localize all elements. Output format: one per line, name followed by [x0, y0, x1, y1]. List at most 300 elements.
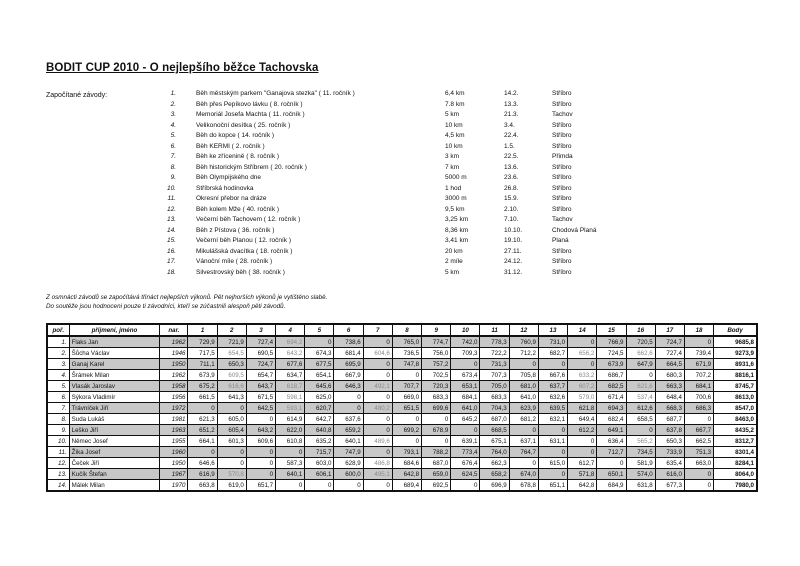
table-cell: 0 — [392, 414, 421, 425]
table-cell: 682,7 — [538, 348, 567, 359]
table-cell: 649,4 — [568, 414, 597, 425]
table-cell: 663,0 — [684, 458, 713, 469]
table-cell: 677,3 — [655, 480, 684, 492]
race-date: 21.3. — [504, 111, 519, 118]
table-cell: 658,5 — [626, 414, 655, 425]
race-item — [0, 143, 800, 152]
table-row — [47, 436, 757, 447]
table-cell: 4. — [47, 370, 69, 381]
table-cell: 778,3 — [480, 336, 509, 348]
table-cell: 788,2 — [422, 447, 451, 458]
column-header: 8 — [392, 324, 421, 336]
table-cell: 661,5 — [188, 392, 217, 403]
table-cell: 0 — [509, 458, 538, 469]
table-cell: 642,8 — [392, 469, 421, 480]
table-cell: 579,0 — [568, 392, 597, 403]
race-number: 17. — [166, 258, 176, 265]
race-distance: 9,5 km — [445, 205, 465, 213]
race-name: Stříbrská hodinovka — [196, 184, 254, 192]
race-date: 7.10. — [504, 216, 519, 223]
table-cell: 684,1 — [684, 381, 713, 392]
table-body — [47, 336, 757, 491]
table-cell: 659,2 — [334, 425, 363, 436]
table-cell: 687,0 — [480, 414, 509, 425]
table-cell: 0 — [363, 447, 392, 458]
table-cell: 682,4 — [597, 414, 626, 425]
table-cell: 6. — [47, 392, 69, 403]
table-cell: 734,5 — [626, 447, 655, 458]
table-cell: 1981 — [160, 414, 188, 425]
table-cell: 636,4 — [597, 436, 626, 447]
race-distance: 3 km — [445, 153, 460, 160]
table-cell: 0 — [246, 469, 275, 480]
table-cell: 766,9 — [597, 336, 626, 348]
race-name: Běh přes Pepíkovo lávku ( 8. ročník ) — [196, 100, 303, 108]
page-title: BODIT CUP 2010 - O nejlepšího běžce Tachovska — [46, 62, 319, 74]
table-cell: 8. — [47, 414, 69, 425]
table-cell: 637,8 — [655, 425, 684, 436]
race-date: 13.3. — [504, 100, 519, 108]
table-cell: 742,0 — [451, 336, 480, 348]
table-cell: 10. — [47, 436, 69, 447]
table-cell: 0 — [334, 480, 363, 492]
table-cell: 7980,0 — [714, 480, 757, 492]
table-cell: 0 — [363, 414, 392, 425]
table-cell: 1956 — [160, 392, 188, 403]
table-cell: 8301,4 — [714, 447, 757, 458]
table-cell: 642,7 — [305, 414, 334, 425]
table-cell: 0 — [363, 392, 392, 403]
race-number: 6. — [170, 142, 176, 150]
table-cell: 489,6 — [363, 436, 392, 447]
race-name: Běh z Pístova ( 36. ročník ) — [196, 226, 275, 234]
table-cell: Čeček Jiří — [69, 458, 160, 469]
table-cell: 727,4 — [655, 348, 684, 359]
race-distance: 3,25 km — [445, 216, 469, 223]
table-cell: 0 — [626, 425, 655, 436]
table-cell: 659,0 — [422, 469, 451, 480]
table-cell: 1950 — [160, 359, 188, 370]
race-place: Stříbro — [552, 184, 572, 192]
race-distance: 3,41 km — [445, 237, 469, 244]
table-cell: 642,8 — [568, 480, 597, 492]
table-cell: 640,8 — [305, 425, 334, 436]
table-cell: 731,0 — [538, 336, 567, 348]
table-cell: 751,3 — [684, 447, 713, 458]
race-name: Memoriál Josefa Machta ( 11. ročník ) — [196, 111, 305, 118]
table-cell: 8547,0 — [714, 403, 757, 414]
note-eligibility: Do soutěže jsou hodnoceni pouze ti závodníci, kteří se zúčastnili alespoň pěti závodů. — [46, 303, 286, 310]
table-cell: Trávníček Jiří — [69, 403, 160, 414]
column-header: 7 — [363, 324, 392, 336]
table-cell: Leško Jiří — [69, 425, 160, 436]
table-cell: 616,6 — [217, 381, 246, 392]
table-cell: 662,3 — [480, 458, 509, 469]
table-cell: 0 — [305, 336, 334, 348]
table-cell: 0 — [684, 336, 713, 348]
table-cell: 654,5 — [217, 348, 246, 359]
race-date: 22.5. — [504, 153, 519, 160]
table-cell: 654,1 — [305, 370, 334, 381]
table-cell: 774,7 — [422, 336, 451, 348]
table-cell: 0 — [509, 359, 538, 370]
table-cell: 673,4 — [451, 370, 480, 381]
table-cell: 686,7 — [597, 370, 626, 381]
race-number: 1. — [170, 90, 176, 97]
table-cell: 673,9 — [188, 370, 217, 381]
table-cell: 0 — [305, 480, 334, 492]
race-place: Stříbro — [552, 163, 572, 171]
table-cell: 619,0 — [217, 480, 246, 492]
table-cell: 662,6 — [626, 348, 655, 359]
table-cell: Sýkora Vladimír — [69, 392, 160, 403]
table-cell: 733,9 — [655, 447, 684, 458]
table-cell: 0 — [684, 480, 713, 492]
race-number: 16. — [166, 247, 176, 255]
table-cell: 0 — [451, 480, 480, 492]
table-cell: Žíka Josef — [69, 447, 160, 458]
race-name: Běh do kopce ( 14. ročník ) — [196, 132, 275, 139]
table-cell: Kučík Štefan — [69, 469, 160, 480]
table-cell: 651,5 — [392, 403, 421, 414]
table-cell: 667,6 — [538, 370, 567, 381]
table-cell: 678,8 — [509, 480, 538, 492]
table-cell: 0 — [509, 425, 538, 436]
table-cell: 793,1 — [392, 447, 421, 458]
table-cell: 0 — [276, 480, 305, 492]
table-cell: 729,9 — [188, 336, 217, 348]
table-cell: 628,9 — [334, 458, 363, 469]
race-name: Velikonoční desítka ( 25. ročník ) — [196, 121, 291, 129]
race-place: Stříbro — [552, 132, 572, 139]
table-cell: 667,7 — [684, 425, 713, 436]
race-item — [0, 248, 800, 257]
table-cell: 8745,7 — [714, 381, 757, 392]
table-cell: 587,3 — [276, 458, 305, 469]
table-cell: 537,4 — [626, 392, 655, 403]
race-number: 5. — [170, 132, 176, 139]
table-cell: 622,0 — [276, 425, 305, 436]
table-cell: 605,0 — [217, 414, 246, 425]
race-date: 15.9. — [504, 195, 519, 202]
column-header: 1 — [188, 324, 217, 336]
table-row — [47, 381, 757, 392]
race-place: Planá — [552, 237, 569, 244]
table-cell: 0 — [422, 414, 451, 425]
table-cell: 720,3 — [422, 381, 451, 392]
race-distance: 7.8 km — [445, 100, 465, 108]
table-cell: 0 — [684, 414, 713, 425]
table-cell: 609,5 — [217, 370, 246, 381]
table-row — [47, 469, 757, 480]
race-name: Běh ke zřícenině ( 8. ročník ) — [196, 153, 280, 160]
table-cell: 571,8 — [568, 469, 597, 480]
table-cell: 683,3 — [422, 392, 451, 403]
table-cell: 570,8 — [217, 469, 246, 480]
race-date: 26.8. — [504, 184, 519, 192]
table-cell: 662,5 — [684, 436, 713, 447]
table-cell: 671,4 — [597, 392, 626, 403]
race-date: 22.4. — [504, 132, 519, 139]
table-cell: 601,3 — [217, 436, 246, 447]
column-header: 4 — [276, 324, 305, 336]
table-cell: 641,3 — [217, 392, 246, 403]
table-cell: 0 — [363, 359, 392, 370]
table-cell: 705,0 — [480, 381, 509, 392]
column-header: 17 — [655, 324, 684, 336]
table-cell: 0 — [392, 370, 421, 381]
column-header: 12 — [509, 324, 538, 336]
column-header: 18 — [684, 324, 713, 336]
table-cell: 724,5 — [597, 348, 626, 359]
table-cell: 0 — [597, 458, 626, 469]
table-cell: 1958 — [160, 381, 188, 392]
race-item — [0, 227, 800, 236]
table-cell: 634,7 — [276, 370, 305, 381]
table-cell: 637,7 — [538, 381, 567, 392]
table-cell: 663,3 — [655, 381, 684, 392]
table-cell: 12. — [47, 458, 69, 469]
table-cell: 633,2 — [568, 370, 597, 381]
race-distance: 3000 m — [445, 195, 467, 202]
table-header-row — [47, 324, 757, 336]
table-cell: 667,9 — [334, 370, 363, 381]
table-cell: 711,1 — [188, 359, 217, 370]
table-cell: 604,6 — [363, 348, 392, 359]
table-cell: 680,3 — [655, 370, 684, 381]
table-cell: 675,1 — [480, 436, 509, 447]
race-distance: 8,36 km — [445, 226, 469, 234]
table-row — [47, 348, 757, 359]
table-cell: 1950 — [160, 458, 188, 469]
table-cell: 647,9 — [626, 359, 655, 370]
table-cell: 0 — [568, 447, 597, 458]
race-name: Běh městským parkem "Ganajova stezka" ( 11. ročník ) — [196, 90, 355, 97]
race-place: Tachov — [552, 111, 573, 118]
table-cell: 645,6 — [305, 381, 334, 392]
table-cell: 1955 — [160, 436, 188, 447]
table-row — [47, 447, 757, 458]
table-cell: 699,2 — [392, 425, 421, 436]
table-cell: 0 — [451, 359, 480, 370]
table-cell: 656,2 — [568, 348, 597, 359]
table-cell: 724,7 — [655, 336, 684, 348]
race-place: Stříbro — [552, 121, 572, 129]
race-date: 23.6. — [504, 174, 519, 181]
table-cell: 668,3 — [655, 403, 684, 414]
table-cell: 639,5 — [538, 403, 567, 414]
table-cell: 606,1 — [305, 469, 334, 480]
table-cell: 681,0 — [509, 381, 538, 392]
table-cell: 8931,6 — [714, 359, 757, 370]
table-cell: 565,2 — [626, 436, 655, 447]
table-cell: 7. — [47, 403, 69, 414]
race-distance: 20 km — [445, 247, 463, 255]
races-label: Započítané závody: — [46, 92, 108, 99]
table-cell: 664,1 — [188, 436, 217, 447]
table-cell: 0 — [217, 458, 246, 469]
table-cell: 11. — [47, 447, 69, 458]
race-item — [0, 174, 800, 183]
race-date: 31.12. — [504, 268, 523, 276]
column-header: 15 — [597, 324, 626, 336]
table-cell: 632,1 — [538, 414, 567, 425]
table-cell: 674,0 — [509, 469, 538, 480]
table-cell: 658,2 — [480, 469, 509, 480]
table-cell: 0 — [334, 403, 363, 414]
table-cell: 1946 — [160, 348, 188, 359]
table-cell: Vlasák Jaroslav — [69, 381, 160, 392]
table-cell: 616,9 — [188, 469, 217, 480]
table-cell: 747,9 — [334, 447, 363, 458]
table-cell: 654,7 — [246, 370, 275, 381]
race-item — [0, 90, 800, 99]
table-cell: Šůcha Václav — [69, 348, 160, 359]
table-cell: 14. — [47, 480, 69, 492]
race-name: Večerní běh Tachovem ( 12. ročník ) — [196, 216, 301, 223]
table-cell: 2. — [47, 348, 69, 359]
table-cell: 722,2 — [480, 348, 509, 359]
table-cell: 681,2 — [509, 414, 538, 425]
race-place: Stříbro — [552, 205, 572, 213]
table-cell: 687,7 — [655, 414, 684, 425]
table-cell: 1963 — [160, 425, 188, 436]
table-cell: 738,6 — [334, 336, 363, 348]
table-cell: 486,8 — [363, 458, 392, 469]
table-cell: 621,8 — [568, 403, 597, 414]
race-name: Běh KERMI ( 2. ročník ) — [196, 142, 265, 150]
race-place: Stříbro — [552, 174, 572, 181]
table-cell: 704,3 — [480, 403, 509, 414]
table-cell: 760,9 — [509, 336, 538, 348]
table-cell: 0 — [334, 392, 363, 403]
table-cell: 9. — [47, 425, 69, 436]
race-number: 13. — [166, 216, 176, 223]
table-cell: 0 — [217, 403, 246, 414]
table-cell: 707,3 — [480, 370, 509, 381]
table-cell: 756,0 — [422, 348, 451, 359]
race-number: 9. — [170, 174, 176, 181]
table-cell: 609,6 — [246, 436, 275, 447]
table-cell: 1967 — [160, 469, 188, 480]
table-cell: 677,5 — [305, 359, 334, 370]
table-cell: 645,2 — [451, 414, 480, 425]
table-row — [47, 370, 757, 381]
table-cell: 736,5 — [392, 348, 421, 359]
race-item — [0, 206, 800, 215]
table-cell: 682,5 — [597, 381, 626, 392]
table-cell: 607,2 — [568, 381, 597, 392]
column-header: 2 — [217, 324, 246, 336]
table-cell: 696,9 — [480, 480, 509, 492]
table-cell: 712,7 — [597, 447, 626, 458]
table-cell: 709,3 — [451, 348, 480, 359]
table-cell: 0 — [684, 469, 713, 480]
race-name: Běh historickým Stříbrem ( 20. ročník ) — [196, 163, 307, 171]
table-cell: 765,0 — [392, 336, 421, 348]
table-cell: 1972 — [160, 403, 188, 414]
race-name: Silvestrovský běh ( 38. ročník ) — [196, 268, 285, 276]
table-cell: 651,1 — [538, 480, 567, 492]
table-cell: 773,4 — [451, 447, 480, 458]
race-date: 24.12. — [504, 258, 523, 265]
table-cell: 574,0 — [626, 469, 655, 480]
table-cell: 674,3 — [305, 348, 334, 359]
table-cell: 0 — [626, 370, 655, 381]
table-cell: 593,1 — [276, 403, 305, 414]
race-number: 11. — [167, 195, 176, 202]
table-cell: 707,2 — [684, 370, 713, 381]
table-cell: 717,5 — [188, 348, 217, 359]
table-cell: 5. — [47, 381, 69, 392]
table-cell: Ganaj Karel — [69, 359, 160, 370]
race-item — [0, 195, 800, 204]
table-cell: 631,1 — [538, 436, 567, 447]
table-cell: 720,5 — [626, 336, 655, 348]
table-cell: 764,7 — [509, 447, 538, 458]
table-cell: 0 — [188, 403, 217, 414]
table-cell: 635,4 — [655, 458, 684, 469]
table-cell: 600,0 — [334, 469, 363, 480]
race-item — [0, 164, 800, 173]
race-number: 2. — [170, 100, 176, 108]
table-cell: 694,2 — [276, 336, 305, 348]
table-cell: 480,2 — [363, 403, 392, 414]
race-date: 1.5. — [504, 142, 515, 150]
table-cell: 640,1 — [276, 469, 305, 480]
table-cell: 637,1 — [509, 436, 538, 447]
race-place: Chodová Planá — [552, 226, 597, 234]
table-cell: 643,7 — [246, 381, 275, 392]
note-scoring: Z osmnácti závodů se započítává třináct nejlepších výkonů. Pět nejhorších výkonů je vytištěno slabě. — [46, 294, 328, 301]
table-cell: 650,1 — [597, 469, 626, 480]
table-cell: 650,3 — [655, 436, 684, 447]
table-cell: 620,7 — [305, 403, 334, 414]
table-cell: 747,8 — [392, 359, 421, 370]
race-name: Mikulášská dvacítka ( 18. ročník ) — [196, 247, 293, 255]
table-cell: 495,1 — [363, 469, 392, 480]
table-cell: 668,5 — [480, 425, 509, 436]
table-cell: 612,7 — [568, 458, 597, 469]
race-distance: 7 km — [445, 163, 460, 171]
table-cell: 8613,0 — [714, 392, 757, 403]
table-cell: 695,9 — [334, 359, 363, 370]
race-name: Večerní běh Planou ( 12. ročník ) — [196, 237, 292, 244]
table-row — [47, 392, 757, 403]
table-cell: 616,0 — [655, 469, 684, 480]
table-cell: 0 — [538, 425, 567, 436]
race-date: 14.2. — [504, 90, 519, 97]
table-cell: 689,4 — [392, 480, 421, 492]
race-place: Stříbro — [552, 247, 572, 255]
table-cell: 0 — [451, 425, 480, 436]
table-row — [47, 336, 757, 348]
table-cell: 678,9 — [422, 425, 451, 436]
table-row — [47, 359, 757, 370]
table-cell: Flaks Jan — [69, 336, 160, 348]
table-cell: 721,9 — [217, 336, 246, 348]
table-cell: 0 — [276, 447, 305, 458]
table-cell: 612,6 — [626, 403, 655, 414]
race-date: 19.10. — [504, 237, 523, 244]
table-cell: 705,8 — [509, 370, 538, 381]
table-cell: 739,4 — [684, 348, 713, 359]
table-cell: 8064,0 — [714, 469, 757, 480]
table-cell: 598,1 — [276, 392, 305, 403]
table-cell: 764,0 — [480, 447, 509, 458]
race-place: Stříbro — [552, 90, 572, 97]
column-header: 9 — [422, 324, 451, 336]
